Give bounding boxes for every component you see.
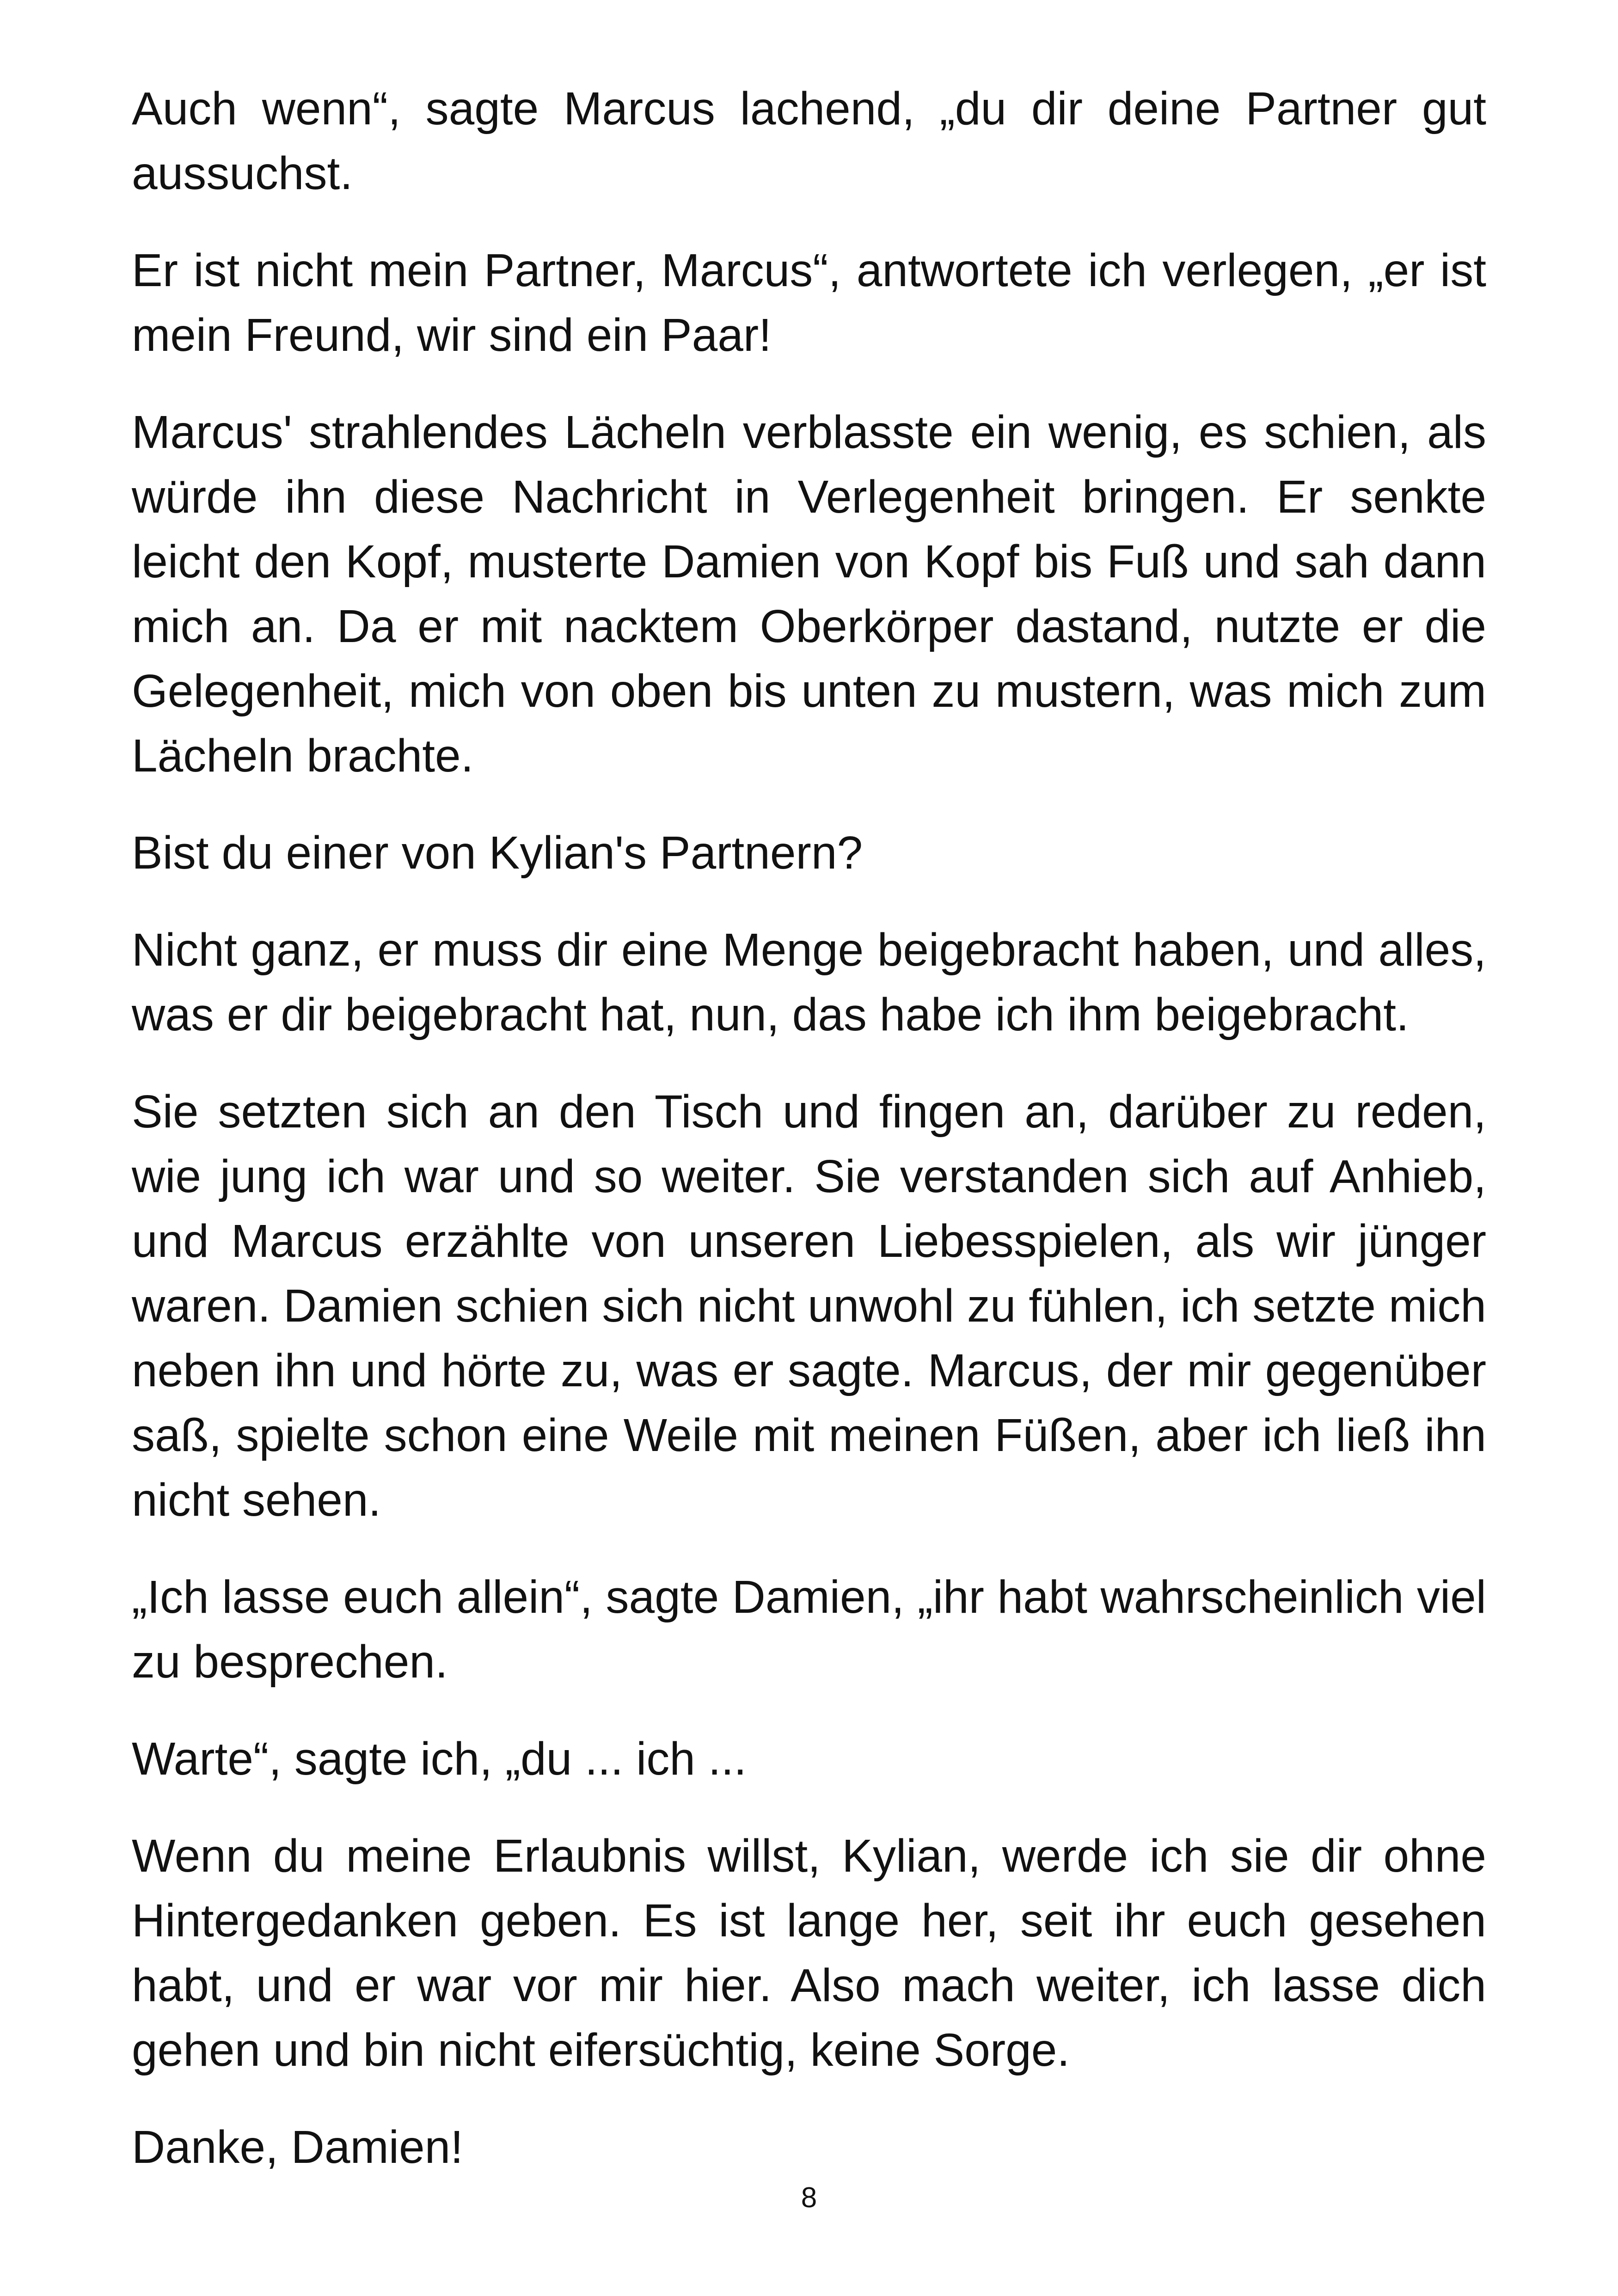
paragraph: Marcus' strahlendes Lächeln verblasste ein wenig, es schien, als würde ihn diese Nachricht in Verlegenheit bringen. Er senkte leicht den Kopf, musterte Damien von Kopf bis Fuß und sah dann mich an. Da er mit nacktem Oberkörper dastand, nutzte er die Gelegenheit, mich von oben bis unten zu mustern, was mich zum Lächeln brachte. — [132, 406, 1486, 782]
paragraph: Sie setzten sich an den Tisch und fingen an, darüber zu reden, wie jung ich war und so weiter. Sie verstanden sich auf Anhieb, und Marcus erzählte von unseren Liebesspielen, als wir jünger waren. Damien schien sich nicht unwohl zu fühlen, ich setzte mich neben ihn und hörte zu, was er sagte. Marcus, der mir gegenüber saß, spielte schon eine Weile mit meinen Füßen, aber ich ließ ihn nicht sehen. — [132, 1086, 1486, 1526]
body-text — [132, 76, 1486, 2212]
paragraph: „Ich lasse euch allein“, sagte Damien, „ihr habt wahrscheinlich viel zu besprechen. — [132, 1571, 1486, 1688]
paragraph: Auch wenn“, sagte Marcus lachend, „du dir deine Partner gut aussuchst. — [132, 83, 1486, 199]
paragraph: Warte“, sagte ich, „du ... ich ... — [132, 1733, 747, 1785]
paragraph: Nicht ganz, er muss dir eine Menge beigebracht haben, und alles, was er dir beigebracht hat, nun, das habe ich ihm beigebracht. — [132, 924, 1486, 1041]
page-number: 8 — [801, 2182, 817, 2214]
paragraph: Bist du einer von Kylian's Partnern? — [132, 827, 863, 879]
paragraph: Er ist nicht mein Partner, Marcus“, antwortete ich verlegen, „er ist mein Freund, wir sind ein Paar! — [132, 245, 1486, 361]
paragraph: Danke, Damien! — [132, 2121, 463, 2173]
paragraph: Wenn du meine Erlaubnis willst, Kylian, werde ich sie dir ohne Hintergedanken geben. Es ist lange her, seit ihr euch gesehen habt, und er war vor mir hier. Also mach weiter, ich lasse dich gehen und bin nicht eifersüchtig, keine Sorge. — [132, 1830, 1486, 2076]
